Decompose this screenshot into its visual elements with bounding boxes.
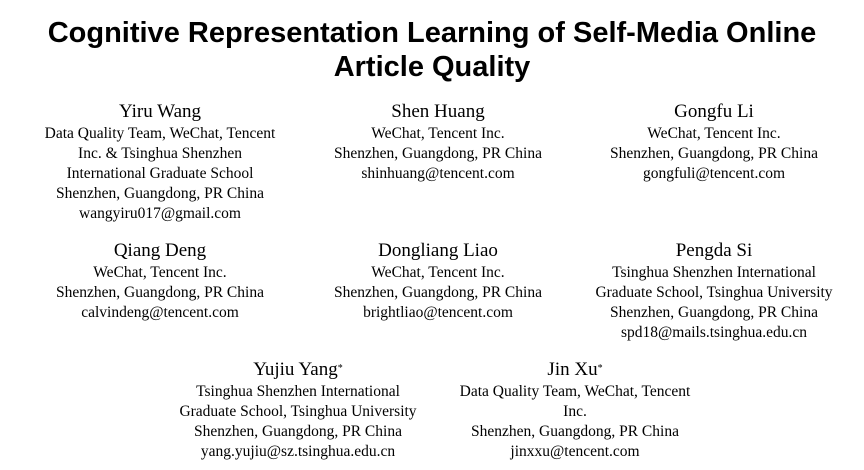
author-affiliation: Tsinghua Shenzhen International [196,383,400,400]
author-affiliation: WeChat, Tencent Inc. [93,264,227,281]
corresponding-author-mark: * [597,363,603,374]
author-name: Shen Huang [391,101,485,122]
author-name: Qiang Deng [113,240,207,261]
author-email: shinhuang@tencent.com [361,165,515,182]
author-email: yang.yujiu@sz.tsinghua.edu.cn [200,443,396,460]
author-block-yujiu-yang [148,359,448,462]
author-affiliation: Graduate School, Tsinghua University [595,284,833,301]
author-affiliation: WeChat, Tencent Inc. [371,125,505,142]
author-email: spd18@mails.tsinghua.edu.cn [620,324,808,341]
author-block-shen-huang [288,101,588,184]
author-email: calvindeng@tencent.com [81,304,239,321]
author-affiliation: WeChat, Tencent Inc. [371,264,505,281]
author-location: Shenzhen, Guangdong, PR China [56,185,264,202]
author-location: Shenzhen, Guangdong, PR China [334,145,542,162]
author-location: Shenzhen, Guangdong, PR China [471,423,679,440]
author-affiliation: Data Quality Team, WeChat, Tencent [44,125,276,142]
author-affiliation: Inc. & Tsinghua Shenzhen [78,145,242,162]
author-name: Gongfu Li [674,101,754,122]
author-location: Shenzhen, Guangdong, PR China [56,284,264,301]
author-block-yiru-wang [10,101,310,224]
author-name: Pengda Si [675,240,753,261]
author-location: Shenzhen, Guangdong, PR China [610,304,818,321]
author-block-dongliang-liao [288,240,588,323]
author-block-jin-xu [425,359,725,462]
title-line-2: Article Quality [333,51,531,83]
author-affiliation: Inc. [563,403,587,420]
author-email: wangyiru017@gmail.com [79,205,241,222]
author-email: gongfuli@tencent.com [642,165,786,182]
author-block-qiang-deng [10,240,310,323]
author-email: jinxxu@tencent.com [510,443,640,460]
author-affiliation: International Graduate School [66,165,254,182]
author-block-pengda-si [564,240,864,343]
author-affiliation: WeChat, Tencent Inc. [647,125,781,142]
author-location: Shenzhen, Guangdong, PR China [334,284,542,301]
author-name: Yiru Wang [118,101,202,122]
author-name: Yujiu Yang* [253,359,343,380]
author-affiliation: Graduate School, Tsinghua University [179,403,417,420]
author-name: Dongliang Liao [378,240,498,261]
author-block-gongfu-li [564,101,864,184]
author-location: Shenzhen, Guangdong, PR China [194,423,402,440]
paper-title [0,16,864,84]
title-line-1: Cognitive Representation Learning of Self-Media Online [47,17,817,49]
author-location: Shenzhen, Guangdong, PR China [610,145,818,162]
author-affiliation: Data Quality Team, WeChat, Tencent [459,383,691,400]
author-email: brightliao@tencent.com [363,304,513,321]
author-name: Jin Xu* [547,359,603,380]
corresponding-author-mark: * [337,363,343,374]
author-affiliation: Tsinghua Shenzhen International [612,264,816,281]
